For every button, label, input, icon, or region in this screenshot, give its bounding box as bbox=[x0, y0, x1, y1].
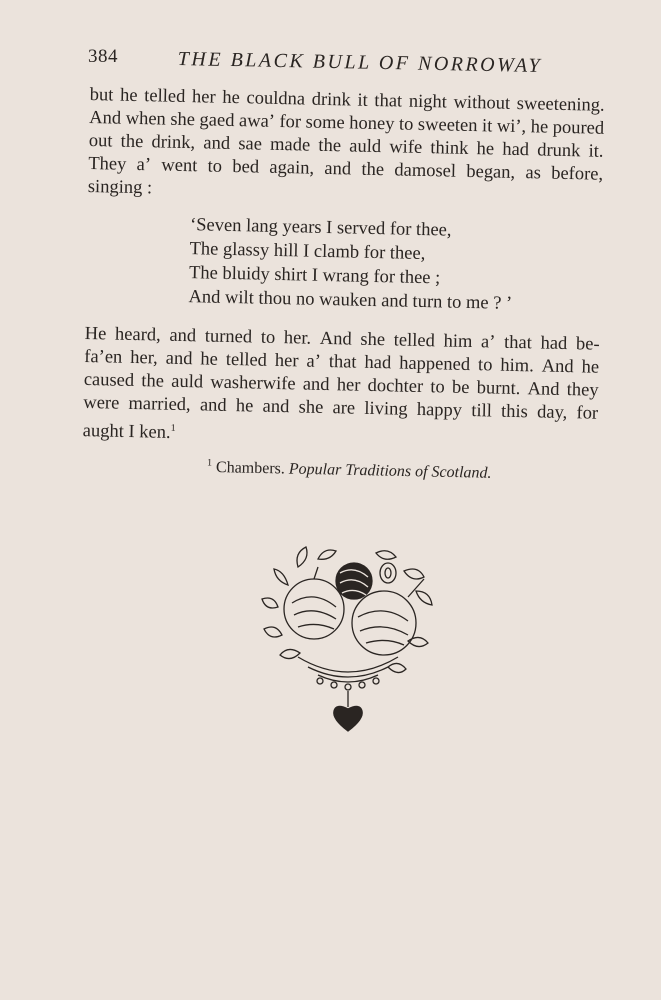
footnote bbox=[207, 458, 597, 485]
word: he bbox=[200, 349, 219, 370]
word: till bbox=[471, 401, 493, 422]
word: and bbox=[262, 396, 290, 418]
word: the bbox=[361, 159, 385, 181]
running-head bbox=[88, 46, 543, 80]
word: awa’ bbox=[238, 111, 276, 132]
word: bed bbox=[232, 157, 260, 178]
word: and bbox=[302, 374, 330, 396]
word: they bbox=[566, 380, 599, 401]
word: poured bbox=[552, 117, 605, 139]
word: for bbox=[279, 111, 302, 133]
word: he bbox=[222, 87, 240, 109]
word: sweetening. bbox=[516, 93, 605, 116]
word: when bbox=[125, 108, 166, 130]
word: He bbox=[84, 323, 107, 345]
word: a’ bbox=[480, 332, 496, 353]
word: again, bbox=[269, 157, 315, 179]
word: went bbox=[161, 155, 198, 177]
word: damosel bbox=[394, 160, 457, 182]
word: caused bbox=[83, 369, 135, 391]
word: the bbox=[318, 135, 342, 157]
word: to bbox=[477, 355, 493, 376]
word: he bbox=[119, 85, 138, 106]
word: she bbox=[298, 397, 324, 418]
word: out bbox=[88, 130, 113, 152]
word: night bbox=[408, 91, 448, 113]
word: be bbox=[451, 377, 470, 399]
word: telled bbox=[393, 330, 436, 352]
word: auld bbox=[171, 371, 204, 393]
word: she bbox=[170, 109, 196, 131]
word: heard, bbox=[114, 324, 161, 346]
word: had bbox=[364, 352, 392, 374]
word: to bbox=[260, 327, 276, 348]
word: and bbox=[203, 133, 231, 154]
word: a’ bbox=[136, 154, 152, 176]
word: him bbox=[443, 331, 473, 353]
word: drunk bbox=[537, 140, 581, 162]
word: some bbox=[305, 112, 345, 134]
verse-line: And wilt thou no wauken and turn to me ? ’ bbox=[188, 287, 513, 314]
word: married, bbox=[128, 393, 191, 416]
word: this bbox=[500, 401, 529, 423]
word: her, bbox=[130, 347, 158, 369]
word: couldna bbox=[246, 88, 306, 110]
word: And bbox=[89, 107, 122, 129]
word: without bbox=[453, 92, 511, 114]
word: to bbox=[430, 377, 445, 398]
word: had bbox=[502, 139, 530, 161]
word: And bbox=[319, 328, 352, 350]
word: living bbox=[364, 398, 408, 420]
word: he bbox=[581, 357, 600, 378]
word: telled bbox=[225, 349, 268, 371]
word: and bbox=[165, 348, 193, 370]
verse-stanza bbox=[188, 213, 602, 318]
footnote-title: Popular Traditions of Scotland. bbox=[288, 460, 492, 482]
body-text bbox=[82, 84, 605, 485]
word: her bbox=[191, 87, 216, 108]
word: her bbox=[274, 350, 299, 372]
word: her. bbox=[283, 328, 312, 349]
word: be- bbox=[575, 334, 600, 355]
word: it. bbox=[588, 141, 604, 162]
word: happened bbox=[398, 353, 471, 376]
word: had bbox=[540, 333, 568, 355]
word: wi’, bbox=[496, 116, 527, 138]
page-number: 384 bbox=[88, 46, 118, 67]
word: And bbox=[527, 379, 560, 400]
word: gaed bbox=[199, 110, 235, 132]
word: and bbox=[169, 325, 197, 347]
word: honey bbox=[349, 113, 395, 135]
word: washerwife bbox=[210, 372, 296, 395]
word: auld bbox=[349, 136, 382, 158]
word: sweeten bbox=[417, 114, 478, 137]
word: she bbox=[360, 329, 386, 351]
word: are bbox=[332, 398, 356, 419]
footnote-author: Chambers. bbox=[215, 459, 286, 478]
word: it bbox=[481, 116, 493, 137]
word: They bbox=[88, 153, 127, 175]
word: to bbox=[398, 114, 414, 135]
word: telled bbox=[144, 86, 186, 107]
word: and bbox=[199, 395, 227, 416]
word: began, bbox=[466, 161, 516, 183]
footnote-reference: 1 bbox=[170, 422, 176, 434]
word: dochter bbox=[367, 375, 424, 398]
word: that bbox=[328, 352, 357, 373]
word: he bbox=[530, 117, 549, 138]
word: drink bbox=[311, 89, 351, 111]
word: fa’en bbox=[84, 346, 123, 368]
word: burnt. bbox=[476, 378, 521, 400]
word: him. bbox=[500, 355, 535, 377]
word: were bbox=[83, 392, 120, 414]
word: for bbox=[576, 403, 599, 424]
word: that bbox=[374, 90, 403, 112]
word: turned bbox=[204, 326, 253, 348]
verse-line: The glassy hill I clamb for thee, bbox=[189, 239, 426, 265]
verse-line: ‘Seven lang years I served for thee, bbox=[189, 215, 452, 241]
word: as bbox=[525, 163, 542, 184]
footnote-marker: 1 bbox=[206, 457, 213, 469]
word: he bbox=[235, 396, 254, 417]
word: wife bbox=[389, 137, 423, 158]
word: sae bbox=[238, 134, 263, 155]
word: made bbox=[269, 134, 311, 156]
word: think bbox=[430, 138, 469, 159]
word: day, bbox=[536, 402, 568, 424]
word: her bbox=[336, 375, 361, 396]
word: but bbox=[89, 84, 114, 106]
word: to bbox=[207, 156, 223, 177]
running-title: THE BLACK BULL OF NORROWAY bbox=[177, 48, 543, 77]
word: the bbox=[141, 371, 165, 392]
text-line-content: aught I ken. bbox=[82, 421, 171, 443]
word: before, bbox=[550, 163, 604, 185]
word: And bbox=[541, 356, 574, 378]
word: it bbox=[357, 90, 368, 111]
word: a’ bbox=[306, 351, 322, 372]
text-line: singing : bbox=[87, 176, 153, 199]
word: drink, bbox=[151, 132, 196, 154]
verse-line: The bluidy shirt I wrang for thee ; bbox=[188, 263, 441, 289]
word: the bbox=[120, 131, 144, 153]
word: that bbox=[503, 332, 533, 354]
word: happy bbox=[416, 399, 463, 421]
paragraph-2 bbox=[82, 323, 599, 454]
word: and bbox=[324, 158, 352, 180]
fruit-vignette-icon bbox=[258, 545, 438, 735]
paragraph-1 bbox=[88, 84, 605, 210]
word: he bbox=[476, 139, 495, 160]
